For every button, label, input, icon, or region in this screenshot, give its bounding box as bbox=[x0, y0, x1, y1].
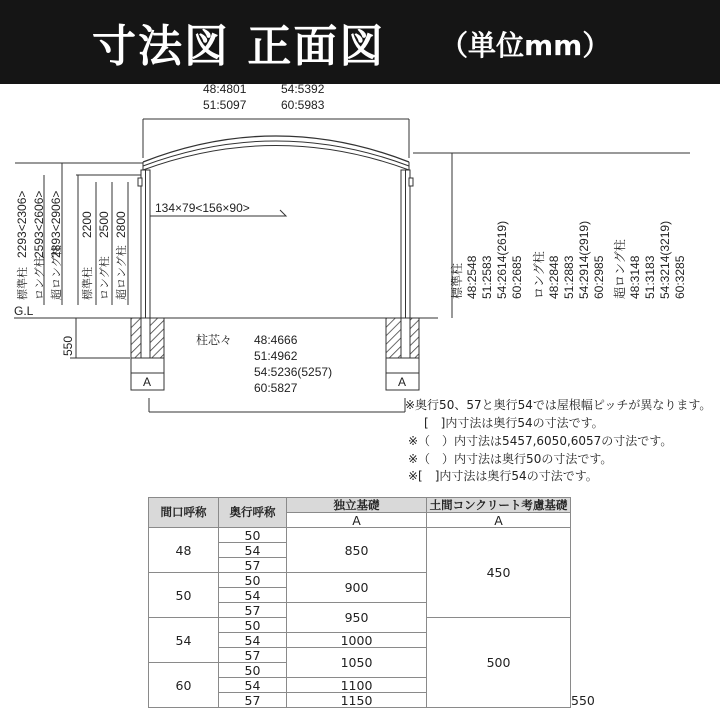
width-label-51: 51:5097 bbox=[203, 98, 247, 112]
slab-cell: 450 bbox=[427, 528, 571, 618]
independent-cell: 950 bbox=[287, 603, 427, 633]
frontage-cell: 60 bbox=[149, 663, 219, 708]
standard-post-label-inner: 標準柱 bbox=[82, 267, 94, 300]
left-foundation bbox=[131, 318, 164, 358]
inner-height-label-1: 2200 bbox=[80, 211, 94, 238]
note-3: ※（ ）内寸法は5457,6050,6057の寸法です。 bbox=[408, 434, 673, 448]
right-foundation bbox=[386, 318, 419, 358]
header-bar bbox=[0, 0, 720, 84]
long-post-label-inner: ロング柱 bbox=[99, 256, 111, 300]
page-title: 寸法図 正面図 bbox=[92, 21, 386, 72]
right-height-label: 54:2614(2619) bbox=[495, 220, 509, 299]
right-height-label: 51:2883 bbox=[562, 255, 576, 299]
depth-cell: 57 bbox=[219, 558, 287, 573]
gl-label: G.L bbox=[14, 304, 34, 318]
center-distance-60: 60:5827 bbox=[254, 381, 298, 395]
center-distance-54: 54:5236(5257) bbox=[254, 365, 333, 379]
slab-cell: 500 bbox=[427, 618, 571, 708]
width-label-48: 48:4801 bbox=[203, 84, 247, 96]
note-5: ※[ ]内寸法は奥行54の寸法です。 bbox=[408, 469, 598, 483]
front-elevation-diagram bbox=[0, 84, 720, 414]
right-height-label: 54:3214(3219) bbox=[658, 220, 672, 299]
right-height-label: 54:2914(2919) bbox=[577, 220, 591, 299]
sub-header-a: A bbox=[287, 513, 427, 528]
note-1: ※奥行50、57と奥行54では屋根幅ピッチが異なります。 bbox=[405, 398, 712, 412]
note-2: [ ]内寸法は奥行54の寸法です。 bbox=[424, 416, 604, 430]
depth-cell: 54 bbox=[219, 543, 287, 558]
depth-cell: 57 bbox=[219, 648, 287, 663]
outer-height-label-3: 2893<2906> bbox=[49, 190, 63, 258]
depth-cell: 54 bbox=[219, 633, 287, 648]
depth-cell: 57 bbox=[219, 603, 287, 618]
depth-cell: 50 bbox=[219, 573, 287, 588]
center-dimension-line bbox=[149, 398, 405, 412]
center-distance-51: 51:4962 bbox=[254, 349, 298, 363]
width-label-60: 60:5983 bbox=[281, 98, 325, 112]
right-height-label: 60:2985 bbox=[592, 255, 606, 299]
independent-cell: 900 bbox=[287, 573, 427, 603]
post-size-label: 134×79<156×90> bbox=[155, 201, 250, 215]
header-frontage: 間口呼称 bbox=[149, 498, 219, 528]
independent-cell: 1050 bbox=[287, 648, 427, 678]
outer-height-label-1: 2293<2306> bbox=[15, 190, 29, 258]
width-label-54: 54:5392 bbox=[281, 84, 325, 96]
right-height-label: 48:3148 bbox=[628, 255, 642, 299]
frontage-cell: 48 bbox=[149, 528, 219, 573]
depth-cell: 50 bbox=[219, 618, 287, 633]
inner-height-label-3: 2800 bbox=[114, 211, 128, 238]
right-height-labels bbox=[449, 221, 687, 299]
right-height-label: 超ロング柱 bbox=[613, 239, 627, 299]
header-depth: 奥行呼称 bbox=[219, 498, 287, 528]
super-long-post-label-inner: 超ロング柱 bbox=[116, 245, 128, 300]
frontage-cell: 50 bbox=[149, 573, 219, 618]
long-post-label-left: ロング柱 bbox=[34, 256, 46, 300]
depth-cell: 54 bbox=[219, 678, 287, 693]
roof-arch bbox=[143, 136, 409, 172]
outer-height-label-2: 2593<2606> bbox=[32, 190, 46, 258]
unit-label: （単位mm） bbox=[440, 29, 611, 62]
note-4: ※（ ）内寸法は奥行50の寸法です。 bbox=[408, 452, 613, 466]
right-height-label: 51:3183 bbox=[643, 255, 657, 299]
right-height-label: 48:2848 bbox=[547, 255, 561, 299]
depth-cell: 54 bbox=[219, 588, 287, 603]
right-a-label: A bbox=[398, 375, 407, 389]
independent-cell: 850 bbox=[287, 528, 427, 573]
right-height-label: 60:2685 bbox=[510, 255, 524, 299]
right-height-label: 60:3285 bbox=[673, 255, 687, 299]
inner-height-label-2: 2500 bbox=[97, 211, 111, 238]
header-independent: 独立基礎 bbox=[287, 498, 427, 513]
independent-cell: 1150 bbox=[287, 693, 427, 708]
right-height-label: 51:2583 bbox=[480, 255, 494, 299]
foundation-spec-table: 間口呼称 奥行呼称 独立基礎 土間コンクリート考慮基礎 A A 48 50 850 450 54 57 50 50 900 54 57 950 54 50 500 54 1000 57 1050 60 50 54 1100 57 1150 550 bbox=[148, 497, 571, 708]
independent-cell: 1000 bbox=[287, 633, 427, 648]
frontage-cell: 54 bbox=[149, 618, 219, 663]
depth-cell: 50 bbox=[219, 663, 287, 678]
header-slab: 土間コンクリート考慮基礎 bbox=[427, 498, 571, 513]
top-dimension-line bbox=[143, 119, 409, 158]
depth-label: 550 bbox=[61, 335, 75, 356]
center-distance-48: 48:4666 bbox=[254, 333, 298, 347]
right-height-label: 48:2548 bbox=[465, 255, 479, 299]
independent-cell: 1100 bbox=[287, 678, 427, 693]
super-long-post-label-left: 超ロング柱 bbox=[51, 245, 63, 300]
standard-post-label-left: 標準柱 bbox=[17, 267, 29, 300]
left-a-label: A bbox=[143, 375, 152, 389]
right-height-label: 標準柱 bbox=[450, 262, 464, 299]
center-distance-title: 柱芯々 bbox=[196, 333, 233, 347]
depth-cell: 57 bbox=[219, 693, 287, 708]
right-height-label: ロング柱 bbox=[532, 251, 546, 299]
depth-cell: 50 bbox=[219, 528, 287, 543]
sub-header-a: A bbox=[427, 513, 571, 528]
